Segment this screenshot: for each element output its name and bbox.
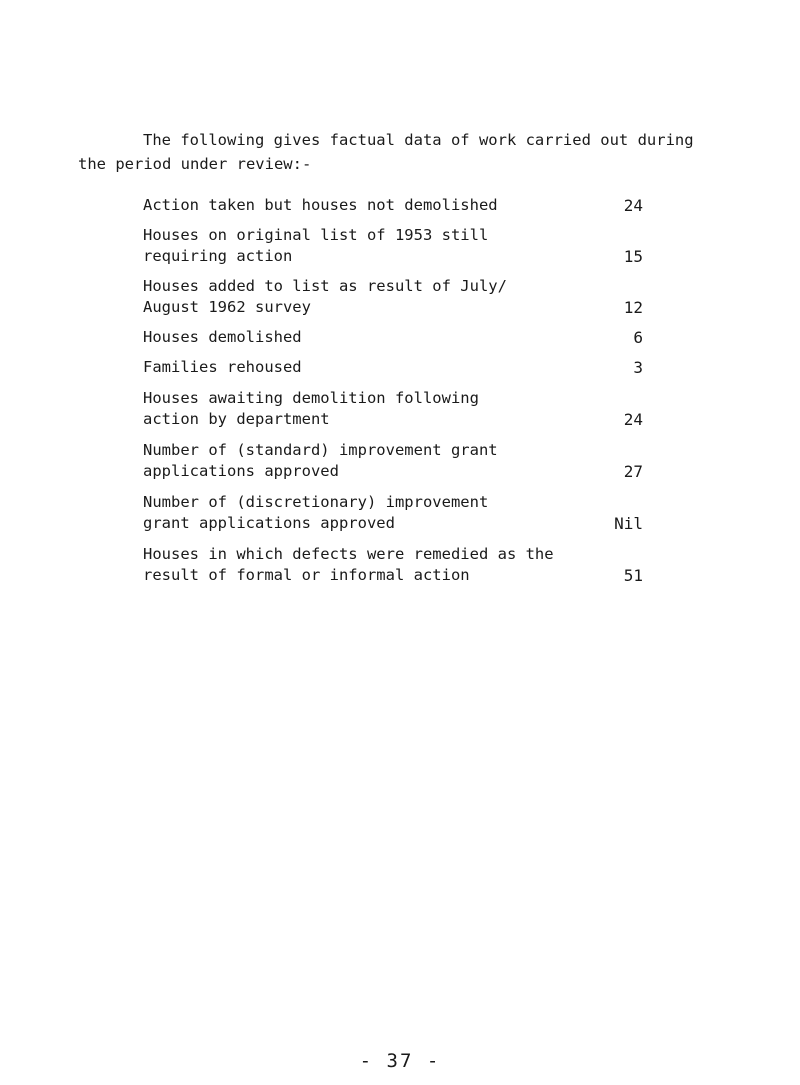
list-item — [143, 327, 643, 348]
item-value: Nil — [614, 514, 643, 533]
item-label: Action taken but houses not demolished — [143, 196, 498, 214]
list-item — [143, 357, 643, 378]
item-value: 24 — [623, 196, 643, 215]
list-item — [143, 276, 643, 318]
item-value: 6 — [633, 328, 643, 347]
item-label: Houses demolished — [143, 328, 302, 346]
item-value: 27 — [623, 462, 643, 481]
intro-paragraph — [78, 128, 718, 176]
item-value: 51 — [623, 566, 643, 585]
item-value: 12 — [623, 298, 643, 317]
item-label: Houses on original list of 1953 still requiring action — [143, 226, 489, 265]
intro-line-2: the period under review:- — [78, 155, 312, 173]
list-item — [143, 195, 643, 216]
statistics-list — [143, 195, 643, 586]
list-item — [143, 544, 643, 586]
list-item — [143, 440, 643, 482]
item-label: Number of (discretionary) improvement grant applications approved — [143, 493, 489, 532]
item-label: Number of (standard) improvement grant applications approved — [143, 441, 498, 480]
item-label: Families rehoused — [143, 358, 302, 376]
list-item — [143, 388, 643, 430]
item-value: 15 — [623, 247, 643, 266]
item-value: 3 — [633, 358, 643, 377]
item-label: Houses added to list as result of July/ August 1962 survey — [143, 277, 507, 316]
item-label: Houses awaiting demolition following action by department — [143, 389, 479, 428]
item-label: Houses in which defects were remedied as the result of formal or informal action — [143, 545, 554, 584]
page-number: - 37 - — [359, 1050, 441, 1072]
item-value: 24 — [623, 410, 643, 429]
list-item — [143, 225, 643, 267]
intro-line-1: The following gives factual data of work carried out during — [143, 131, 694, 149]
list-item — [143, 492, 643, 534]
